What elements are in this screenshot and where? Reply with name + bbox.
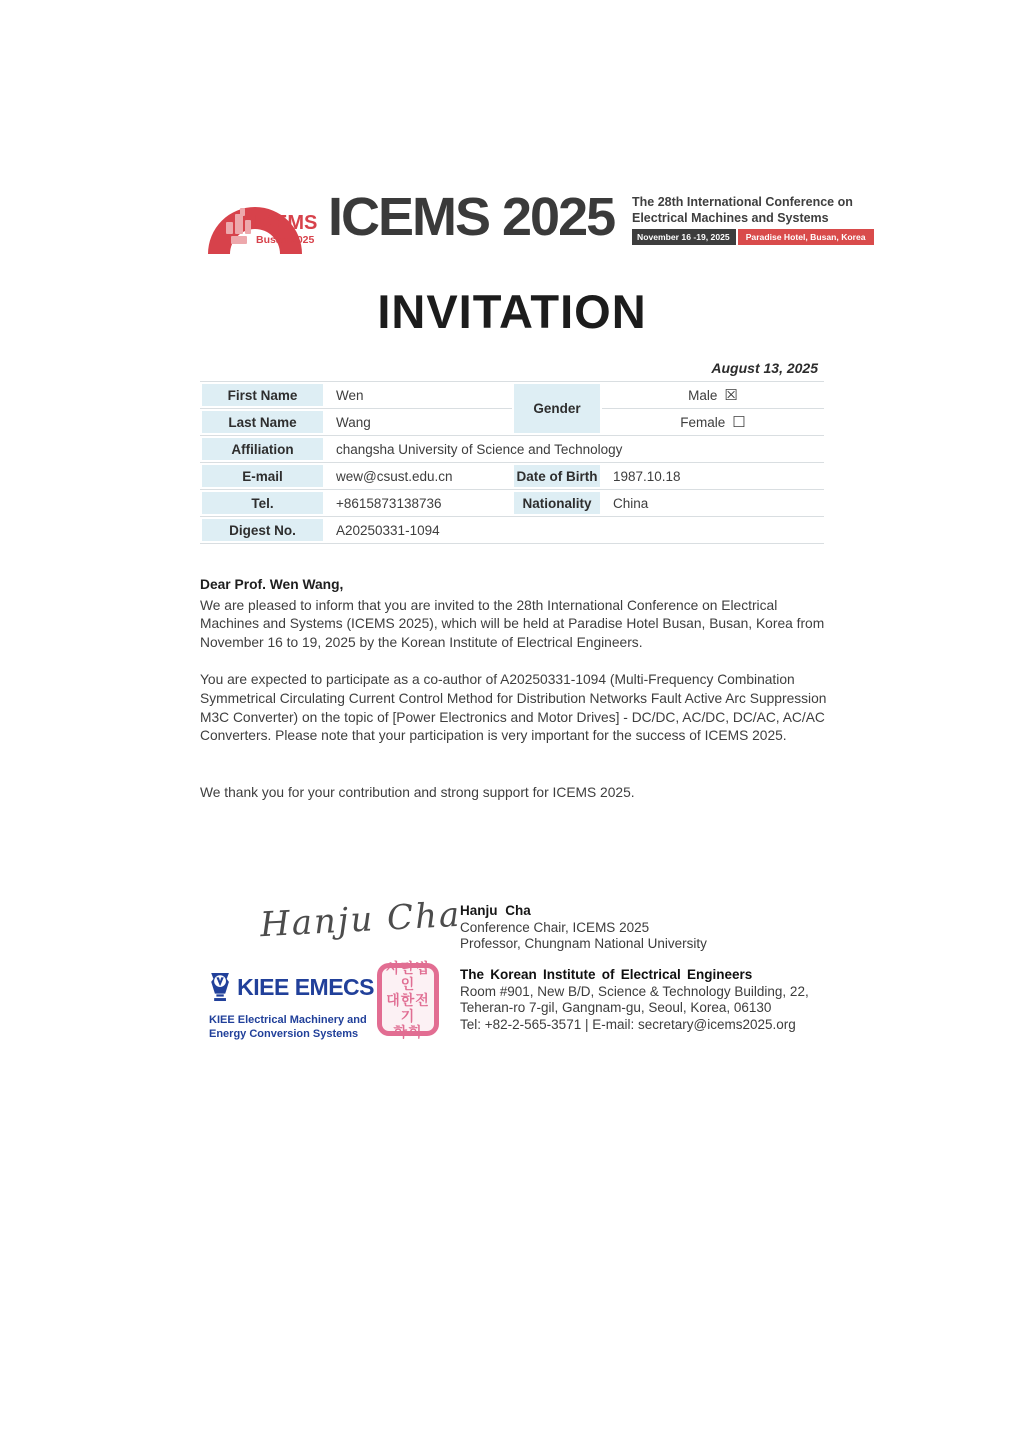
salutation: Dear Prof. Wen Wang, (200, 577, 344, 592)
nationality-label: Nationality (512, 490, 602, 517)
first-name-label: First Name (200, 382, 325, 409)
digest-no-value: A20250331-1094 (325, 517, 824, 544)
kiee-logo-text: KIEE EMECS (237, 973, 374, 1000)
last-name-value: Wang (325, 409, 512, 436)
letter-paragraph-3: We thank you for your contribution and strong support for ICEMS 2025. (200, 784, 635, 800)
letter-paragraph-1: We are pleased to inform that you are invited to the 28th International Conference on Electrical Machines and Systems (ICEMS 2025), which will be held at Paradise Hotel Busan, Busan, Korea from November 16 to 19, 2025 by the Korean Institute of Electrical Engineers. (200, 597, 825, 650)
date-badge: November 16 -19, 2025 (632, 229, 736, 245)
logo-icems-text: ICEMS (254, 212, 318, 234)
male-label: Male (688, 387, 718, 403)
conference-name-line2: Electrical Machines and Systems (632, 210, 829, 225)
seal-characters (382, 960, 434, 1040)
tel-label: Tel. (200, 490, 325, 517)
attendee-form-table (200, 381, 824, 544)
institute-address-2: Teheran-ro 7-gil, Gangnam-gu, Seoul, Korea, 06130 (460, 1000, 772, 1016)
signer-affiliation: Professor, Chungnam National University (460, 936, 707, 951)
affiliation-label: Affiliation (200, 436, 325, 463)
email-label: E-mail (200, 463, 325, 490)
digest-no-label: Digest No. (200, 517, 325, 544)
institute-contact: Tel: +82-2-565-3571 | E-mail: secretary@icems2025.org (460, 1016, 796, 1032)
conference-badges (632, 229, 874, 245)
signer-role: Conference Chair, ICEMS 2025 (460, 919, 650, 935)
institute-address-1: Room #901, New B/D, Science & Technology Building, 22, (460, 984, 809, 1000)
male-checkbox-icon: ☒ (724, 387, 738, 404)
last-name-label: Last Name (200, 409, 325, 436)
nationality-value: China (602, 490, 824, 517)
kiee-emblem-icon (209, 966, 231, 1008)
institute-contact-block (460, 967, 809, 1033)
dob-value: 1987.10.18 (602, 463, 824, 490)
letter-body (200, 576, 830, 802)
conference-name (632, 195, 853, 226)
first-name-value: Wen (325, 382, 512, 409)
gender-female-option (602, 409, 824, 436)
female-checkbox-icon: ☐ (732, 414, 746, 431)
signer-name: Hanju Cha (460, 903, 531, 918)
brand-title: ICEMS 2025 (328, 187, 615, 247)
letter-date: August 13, 2025 (711, 360, 818, 376)
kiee-logo-subtitle-line2: Energy Conversion Systems (209, 1027, 359, 1040)
seal-row-2: 대한전기 (386, 991, 430, 1024)
kiee-seal-stamp (377, 959, 439, 1040)
logo-busan-text: Busan 2025 (256, 234, 315, 246)
icems-busan-logo (204, 184, 326, 258)
institute-name: The Korean Institute of Electrical Engineers (460, 967, 753, 982)
venue-badge: Paradise Hotel, Busan, Korea (738, 229, 874, 245)
letter-paragraph-2: You are expected to participate as a co-author of A20250331-1094 (Multi-Frequency Combination Symmetrical Circulating Current Control Method for Distribution Networks Fault Active Arc Suppression M3C Converter) on the topic of [Power Electronics and Motor Drives] - DC/DC, AC/DC, DC/AC, AC/AC Converters. Please note that your participation is very important for the success of ICEMS 2025. (200, 672, 827, 744)
conference-name-line1: The 28th International Conference on (632, 195, 853, 209)
handwritten-signature: Hanju Cha (259, 894, 463, 946)
seal-row-3: 학회 (393, 1023, 423, 1040)
invitation-title: INVITATION (377, 285, 647, 338)
signer-block (460, 903, 707, 953)
seal-row-1: 사단법인 (386, 959, 430, 992)
kiee-emecs-logo (209, 966, 374, 1041)
gender-label: Gender (512, 382, 602, 436)
dob-label: Date of Birth (512, 463, 602, 490)
female-label: Female (680, 414, 726, 430)
kiee-logo-subtitle-line1: KIEE Electrical Machinery and (209, 1014, 367, 1026)
email-value: wew@csust.edu.cn (325, 463, 512, 490)
kiee-logo-subtitle (209, 1014, 374, 1041)
tel-value: +8615873138736 (325, 490, 512, 517)
affiliation-value: changsha University of Science and Technology (325, 436, 824, 463)
gender-male-option (602, 382, 824, 409)
